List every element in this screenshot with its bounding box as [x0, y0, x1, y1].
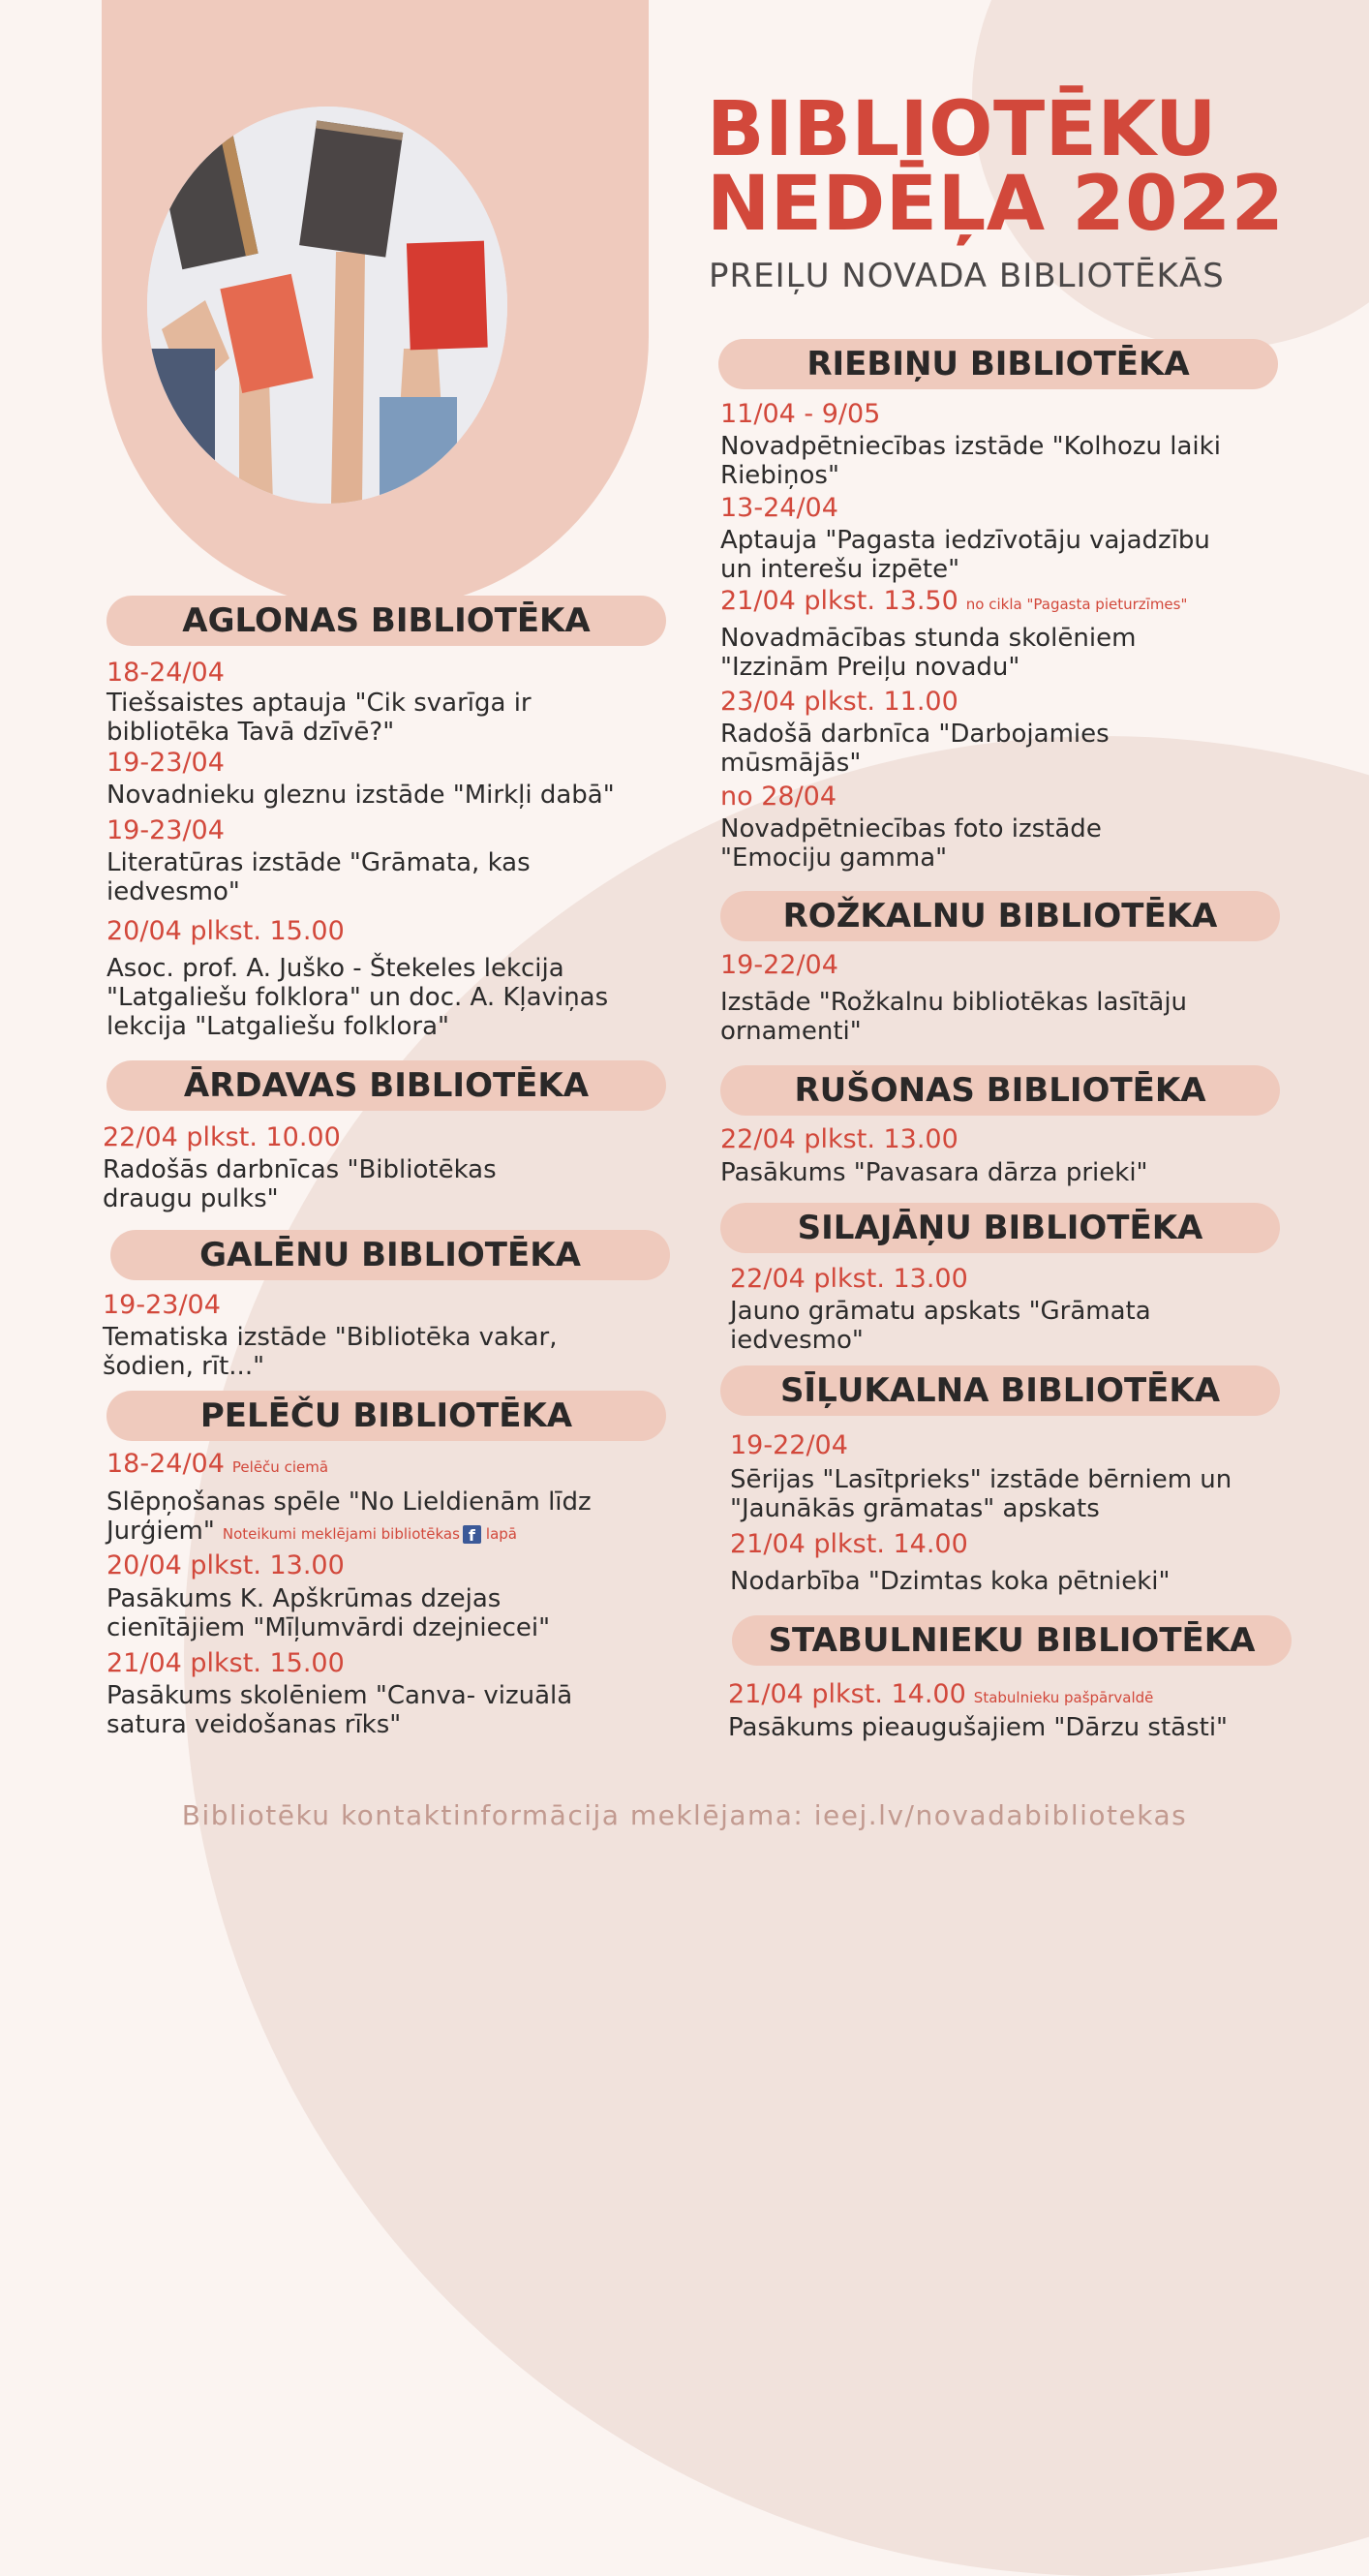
event-date: 18-24/04: [106, 658, 225, 688]
event-description: Nodarbība "Dzimtas koka pētnieki": [730, 1567, 1171, 1596]
event-date: 22/04 plkst. 13.00: [720, 1124, 958, 1154]
event-note: Noteikumi meklējami bibliotēkas: [222, 1525, 460, 1543]
event-description: cienītājiem "Mīļumvārdi dzejniecei": [106, 1613, 551, 1642]
event-date: 21/04 plkst. 13.50 no cikla "Pagasta pieturzīmes": [720, 586, 1188, 616]
event-description: Literatūras izstāde "Grāmata, kas: [106, 848, 531, 877]
event-description: Riebiņos": [720, 461, 839, 490]
section-header-rusonas: RUŠONAS BIBLIOTĒKA: [720, 1065, 1280, 1116]
section-header-silukalna: SĪĻUKALNA BIBLIOTĒKA: [720, 1365, 1280, 1416]
event-description: "Jaunākās grāmatas" apskats: [730, 1494, 1100, 1523]
event-description: Tiešsaistes aptauja "Cik svarīga ir: [106, 689, 532, 718]
event-date: 13-24/04: [720, 493, 838, 523]
event-note: Pelēču ciemā: [231, 1458, 329, 1476]
event-date: 20/04 plkst. 15.00: [106, 916, 345, 946]
footer-contact-info: Bibliotēku kontaktinformācija meklējama: ieej.lv/novadabibliotekas: [181, 1799, 1188, 1831]
event-date: 21/04 plkst. 14.00 Stabulnieku pašpārvaldē: [728, 1679, 1154, 1709]
event-description: "Izzinām Preiļu novadu": [720, 653, 1020, 682]
event-description: šodien, rīt...": [103, 1352, 265, 1381]
event-description: ornamenti": [720, 1017, 862, 1046]
event-date: 20/04 plkst. 13.00: [106, 1550, 345, 1580]
event-description: iedvesmo": [106, 877, 240, 906]
facebook-icon: f: [463, 1525, 481, 1544]
event-description: Aptauja "Pagasta iedzīvotāju vajadzību: [720, 526, 1210, 555]
event-description: Pasākums skolēniem "Canva- vizuālā: [106, 1681, 573, 1710]
event-description: bibliotēka Tavā dzīvē?": [106, 718, 395, 747]
section-header-riebinu: RIEBIŅU BIBLIOTĒKA: [718, 339, 1278, 389]
event-date: 22/04 plkst. 13.00: [730, 1264, 968, 1294]
section-header-aglonas: AGLONAS BIBLIOTĒKA: [106, 596, 666, 646]
event-description: "Emociju gamma": [720, 843, 948, 873]
event-description: Radošās darbnīcas "Bibliotēkas: [103, 1155, 497, 1184]
event-date: 19-22/04: [720, 950, 838, 980]
event-note: lapā: [485, 1525, 517, 1543]
event-date: 19-23/04: [103, 1290, 221, 1320]
event-description: "Latgaliešu folklora" un doc. A. Kļaviņas: [106, 983, 609, 1012]
event-description: Novadpētniecības izstāde "Kolhozu laiki: [720, 432, 1221, 461]
section-header-galenu: GALĒNU BIBLIOTĒKA: [110, 1230, 670, 1280]
event-date: 19-23/04: [106, 815, 225, 845]
event-description: Jauno grāmatu apskats "Grāmata: [730, 1297, 1151, 1326]
section-header-silajanu: SILAJĀŅU BIBLIOTĒKA: [720, 1203, 1280, 1253]
page-subtitle: PREIĻU NOVADA BIBLIOTĒKĀS: [709, 257, 1225, 295]
event-date: 21/04 plkst. 15.00: [106, 1648, 345, 1678]
section-header-ardavas: ĀRDAVAS BIBLIOTĒKA: [106, 1060, 666, 1111]
event-date: 18-24/04 Pelēču ciemā: [106, 1449, 329, 1479]
page-title-line-1: BIBLIOTĒKU: [707, 86, 1217, 173]
event-description: Novadpētniecības foto izstāde: [720, 814, 1102, 843]
hands-holding-books-photo: [147, 107, 507, 504]
event-description: Pasākums pieaugušajiem "Dārzu stāsti": [728, 1713, 1229, 1742]
event-date: 23/04 plkst. 11.00: [720, 687, 958, 717]
section-header-stabulnieku: STABULNIEKU BIBLIOTĒKA: [732, 1615, 1292, 1666]
event-date: 19-23/04: [106, 748, 225, 778]
section-header-rozkalnu: ROŽKALNU BIBLIOTĒKA: [720, 891, 1280, 941]
section-header-pelecu: PELĒČU BIBLIOTĒKA: [106, 1391, 666, 1441]
page-title-line-2: NEDĒĻA 2022: [707, 161, 1285, 248]
event-description: Pasākums "Pavasara dārza prieki": [720, 1158, 1148, 1187]
event-description: Sērijas "Lasītprieks" izstāde bērniem un: [730, 1465, 1232, 1494]
event-date: 11/04 - 9/05: [720, 399, 881, 429]
event-description: Asoc. prof. A. Juško - Štekeles lekcija: [106, 954, 564, 983]
event-description: mūsmājās": [720, 749, 862, 778]
event-date: 19-22/04: [730, 1430, 848, 1460]
event-description: lekcija "Latgaliešu folklora": [106, 1012, 450, 1041]
event-date: 22/04 plkst. 10.00: [103, 1122, 341, 1152]
event-description: Tematiska izstāde "Bibliotēka vakar,: [103, 1323, 558, 1352]
event-description: iedvesmo": [730, 1326, 864, 1355]
event-description: Jurģiem" Noteikumi meklējami bibliotēkas f lapā: [106, 1517, 517, 1546]
event-description: Novadmācības stunda skolēniem: [720, 624, 1137, 653]
event-description: un interešu izpēte": [720, 555, 960, 584]
event-note: Stabulnieku pašpārvaldē: [973, 1689, 1154, 1706]
event-description: Izstāde "Rožkalnu bibliotēkas lasītāju: [720, 988, 1188, 1017]
event-description: Slēpņošanas spēle "No Lieldienām līdz: [106, 1487, 592, 1517]
event-description: Pasākums K. Apškrūmas dzejas: [106, 1584, 502, 1613]
event-description: draugu pulks": [103, 1184, 279, 1213]
event-date: no 28/04: [720, 782, 837, 812]
event-date: 21/04 plkst. 14.00: [730, 1529, 968, 1559]
event-note: no cikla "Pagasta pieturzīmes": [965, 596, 1188, 613]
event-description: Novadnieku gleznu izstāde "Mirkļi dabā": [106, 781, 615, 810]
event-description: Radošā darbnīca "Darbojamies: [720, 720, 1110, 749]
event-description: satura veidošanas rīks": [106, 1710, 402, 1739]
